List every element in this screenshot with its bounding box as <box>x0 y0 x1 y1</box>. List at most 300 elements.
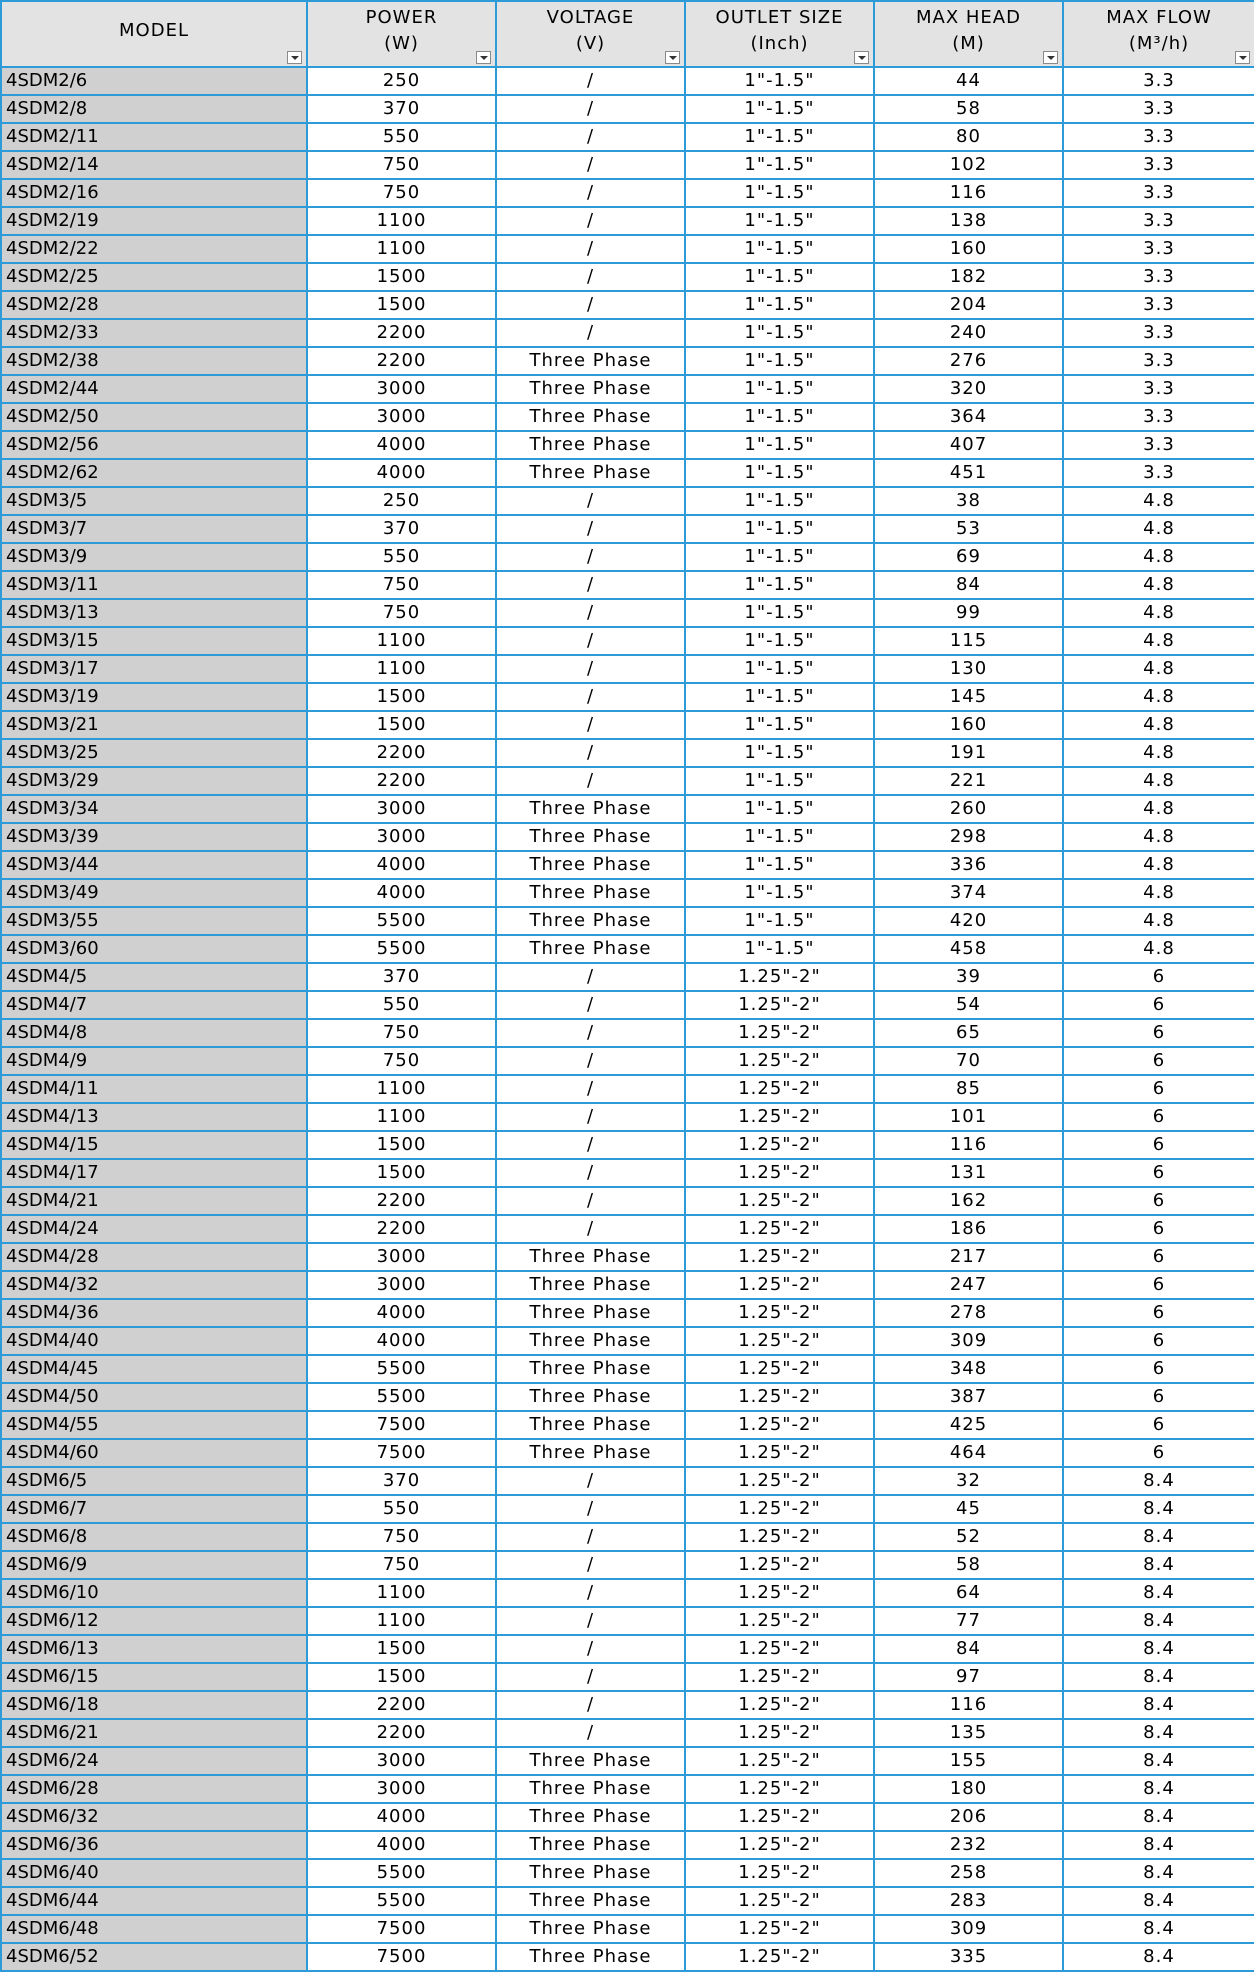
cell-max-flow[interactable]: 8.4 <box>1063 1775 1254 1803</box>
cell-power[interactable]: 1100 <box>307 1579 496 1607</box>
cell-power[interactable]: 2200 <box>307 1719 496 1747</box>
cell-power[interactable]: 750 <box>307 1047 496 1075</box>
cell-outlet-size[interactable]: 1.25"-2" <box>685 1831 874 1859</box>
cell-max-head[interactable]: 217 <box>874 1243 1063 1271</box>
head-filter-dropdown-icon[interactable] <box>1043 51 1058 64</box>
cell-outlet-size[interactable]: 1.25"-2" <box>685 1915 874 1943</box>
cell-max-head[interactable]: 160 <box>874 711 1063 739</box>
cell-max-flow[interactable]: 6 <box>1063 1019 1254 1047</box>
cell-outlet-size[interactable]: 1.25"-2" <box>685 1355 874 1383</box>
cell-outlet-size[interactable]: 1"-1.5" <box>685 263 874 291</box>
cell-max-flow[interactable]: 8.4 <box>1063 1747 1254 1775</box>
cell-max-flow[interactable]: 4.8 <box>1063 655 1254 683</box>
cell-model[interactable]: 4SDM6/18 <box>1 1691 307 1719</box>
cell-model[interactable]: 4SDM4/60 <box>1 1439 307 1467</box>
cell-outlet-size[interactable]: 1.25"-2" <box>685 1495 874 1523</box>
cell-outlet-size[interactable]: 1"-1.5" <box>685 935 874 963</box>
cell-voltage[interactable]: / <box>496 1103 685 1131</box>
cell-model[interactable]: 4SDM6/9 <box>1 1551 307 1579</box>
cell-outlet-size[interactable]: 1.25"-2" <box>685 1551 874 1579</box>
cell-power[interactable]: 1100 <box>307 1103 496 1131</box>
cell-voltage[interactable]: / <box>496 991 685 1019</box>
cell-max-flow[interactable]: 4.8 <box>1063 599 1254 627</box>
cell-voltage[interactable]: / <box>496 1691 685 1719</box>
cell-max-head[interactable]: 204 <box>874 291 1063 319</box>
cell-outlet-size[interactable]: 1.25"-2" <box>685 1271 874 1299</box>
cell-max-head[interactable]: 180 <box>874 1775 1063 1803</box>
cell-outlet-size[interactable]: 1"-1.5" <box>685 179 874 207</box>
cell-power[interactable]: 4000 <box>307 431 496 459</box>
cell-model[interactable]: 4SDM2/56 <box>1 431 307 459</box>
cell-max-head[interactable]: 102 <box>874 151 1063 179</box>
cell-outlet-size[interactable]: 1.25"-2" <box>685 1859 874 1887</box>
cell-outlet-size[interactable]: 1.25"-2" <box>685 1019 874 1047</box>
cell-max-head[interactable]: 160 <box>874 235 1063 263</box>
cell-voltage[interactable]: Three Phase <box>496 795 685 823</box>
cell-model[interactable]: 4SDM3/21 <box>1 711 307 739</box>
cell-max-flow[interactable]: 6 <box>1063 1159 1254 1187</box>
cell-voltage[interactable]: Three Phase <box>496 1943 685 1971</box>
cell-power[interactable]: 4000 <box>307 1327 496 1355</box>
cell-outlet-size[interactable]: 1"-1.5" <box>685 375 874 403</box>
cell-power[interactable]: 5500 <box>307 1383 496 1411</box>
cell-power[interactable]: 7500 <box>307 1439 496 1467</box>
cell-max-flow[interactable]: 6 <box>1063 1383 1254 1411</box>
cell-max-flow[interactable]: 6 <box>1063 1131 1254 1159</box>
cell-max-flow[interactable]: 6 <box>1063 1327 1254 1355</box>
cell-outlet-size[interactable]: 1.25"-2" <box>685 1719 874 1747</box>
cell-voltage[interactable]: / <box>496 151 685 179</box>
cell-max-flow[interactable]: 4.8 <box>1063 571 1254 599</box>
cell-model[interactable]: 4SDM2/33 <box>1 319 307 347</box>
cell-max-head[interactable]: 32 <box>874 1467 1063 1495</box>
cell-power[interactable]: 370 <box>307 515 496 543</box>
cell-model[interactable]: 4SDM2/28 <box>1 291 307 319</box>
cell-outlet-size[interactable]: 1.25"-2" <box>685 1747 874 1775</box>
cell-voltage[interactable]: Three Phase <box>496 1859 685 1887</box>
cell-model[interactable]: 4SDM3/11 <box>1 571 307 599</box>
cell-max-flow[interactable]: 8.4 <box>1063 1523 1254 1551</box>
cell-voltage[interactable]: / <box>496 599 685 627</box>
cell-model[interactable]: 4SDM4/55 <box>1 1411 307 1439</box>
cell-voltage[interactable]: / <box>496 1523 685 1551</box>
cell-power[interactable]: 250 <box>307 487 496 515</box>
cell-max-flow[interactable]: 8.4 <box>1063 1551 1254 1579</box>
cell-model[interactable]: 4SDM4/45 <box>1 1355 307 1383</box>
cell-max-flow[interactable]: 8.4 <box>1063 1579 1254 1607</box>
cell-voltage[interactable]: / <box>496 515 685 543</box>
cell-model[interactable]: 4SDM3/55 <box>1 907 307 935</box>
cell-max-head[interactable]: 53 <box>874 515 1063 543</box>
cell-voltage[interactable]: / <box>496 767 685 795</box>
cell-outlet-size[interactable]: 1"-1.5" <box>685 151 874 179</box>
cell-max-flow[interactable]: 4.8 <box>1063 739 1254 767</box>
cell-outlet-size[interactable]: 1.25"-2" <box>685 1887 874 1915</box>
cell-power[interactable]: 370 <box>307 1467 496 1495</box>
cell-power[interactable]: 1100 <box>307 1075 496 1103</box>
cell-max-head[interactable]: 387 <box>874 1383 1063 1411</box>
cell-power[interactable]: 1500 <box>307 1663 496 1691</box>
cell-max-flow[interactable]: 3.3 <box>1063 235 1254 263</box>
cell-model[interactable]: 4SDM6/21 <box>1 1719 307 1747</box>
cell-outlet-size[interactable]: 1.25"-2" <box>685 1411 874 1439</box>
cell-model[interactable]: 4SDM2/16 <box>1 179 307 207</box>
cell-voltage[interactable]: Three Phase <box>496 907 685 935</box>
cell-max-flow[interactable]: 8.4 <box>1063 1691 1254 1719</box>
cell-voltage[interactable]: / <box>496 571 685 599</box>
cell-max-flow[interactable]: 3.3 <box>1063 347 1254 375</box>
cell-max-flow[interactable]: 3.3 <box>1063 431 1254 459</box>
cell-model[interactable]: 4SDM2/62 <box>1 459 307 487</box>
cell-max-head[interactable]: 258 <box>874 1859 1063 1887</box>
cell-model[interactable]: 4SDM4/8 <box>1 1019 307 1047</box>
cell-outlet-size[interactable]: 1"-1.5" <box>685 235 874 263</box>
cell-max-flow[interactable]: 6 <box>1063 1271 1254 1299</box>
cell-outlet-size[interactable]: 1.25"-2" <box>685 1691 874 1719</box>
cell-max-head[interactable]: 364 <box>874 403 1063 431</box>
cell-power[interactable]: 1500 <box>307 711 496 739</box>
cell-voltage[interactable]: Three Phase <box>496 431 685 459</box>
cell-max-head[interactable]: 191 <box>874 739 1063 767</box>
cell-max-flow[interactable]: 6 <box>1063 1411 1254 1439</box>
cell-max-flow[interactable]: 3.3 <box>1063 403 1254 431</box>
cell-voltage[interactable]: / <box>496 1131 685 1159</box>
cell-voltage[interactable]: / <box>496 1467 685 1495</box>
cell-outlet-size[interactable]: 1"-1.5" <box>685 95 874 123</box>
cell-max-head[interactable]: 309 <box>874 1327 1063 1355</box>
cell-max-head[interactable]: 283 <box>874 1887 1063 1915</box>
cell-voltage[interactable]: Three Phase <box>496 1439 685 1467</box>
cell-voltage[interactable]: / <box>496 655 685 683</box>
cell-max-head[interactable]: 64 <box>874 1579 1063 1607</box>
cell-model[interactable]: 4SDM3/13 <box>1 599 307 627</box>
cell-max-flow[interactable]: 3.3 <box>1063 263 1254 291</box>
cell-power[interactable]: 5500 <box>307 907 496 935</box>
cell-max-head[interactable]: 374 <box>874 879 1063 907</box>
cell-voltage[interactable]: Three Phase <box>496 1831 685 1859</box>
cell-max-head[interactable]: 85 <box>874 1075 1063 1103</box>
cell-model[interactable]: 4SDM3/39 <box>1 823 307 851</box>
cell-model[interactable]: 4SDM4/28 <box>1 1243 307 1271</box>
flow-filter-dropdown-icon[interactable] <box>1235 51 1250 64</box>
cell-max-flow[interactable]: 4.8 <box>1063 767 1254 795</box>
cell-power[interactable]: 7500 <box>307 1411 496 1439</box>
cell-max-head[interactable]: 130 <box>874 655 1063 683</box>
cell-max-head[interactable]: 54 <box>874 991 1063 1019</box>
cell-max-head[interactable]: 145 <box>874 683 1063 711</box>
cell-max-head[interactable]: 348 <box>874 1355 1063 1383</box>
cell-power[interactable]: 5500 <box>307 935 496 963</box>
cell-voltage[interactable]: Three Phase <box>496 347 685 375</box>
cell-model[interactable]: 4SDM2/19 <box>1 207 307 235</box>
cell-voltage[interactable]: / <box>496 291 685 319</box>
cell-outlet-size[interactable]: 1.25"-2" <box>685 1243 874 1271</box>
cell-model[interactable]: 4SDM6/15 <box>1 1663 307 1691</box>
cell-outlet-size[interactable]: 1"-1.5" <box>685 711 874 739</box>
cell-max-flow[interactable]: 6 <box>1063 1187 1254 1215</box>
cell-voltage[interactable]: / <box>496 67 685 95</box>
cell-max-flow[interactable]: 8.4 <box>1063 1495 1254 1523</box>
cell-power[interactable]: 1100 <box>307 1607 496 1635</box>
cell-model[interactable]: 4SDM3/49 <box>1 879 307 907</box>
cell-max-flow[interactable]: 3.3 <box>1063 375 1254 403</box>
cell-outlet-size[interactable]: 1"-1.5" <box>685 347 874 375</box>
cell-max-flow[interactable]: 6 <box>1063 1299 1254 1327</box>
cell-voltage[interactable]: / <box>496 711 685 739</box>
cell-outlet-size[interactable]: 1"-1.5" <box>685 571 874 599</box>
cell-voltage[interactable]: Three Phase <box>496 1803 685 1831</box>
cell-max-flow[interactable]: 8.4 <box>1063 1663 1254 1691</box>
cell-model[interactable]: 4SDM3/9 <box>1 543 307 571</box>
cell-outlet-size[interactable]: 1"-1.5" <box>685 515 874 543</box>
cell-model[interactable]: 4SDM3/19 <box>1 683 307 711</box>
cell-outlet-size[interactable]: 1"-1.5" <box>685 459 874 487</box>
cell-voltage[interactable]: Three Phase <box>496 1271 685 1299</box>
cell-model[interactable]: 4SDM3/44 <box>1 851 307 879</box>
cell-max-head[interactable]: 451 <box>874 459 1063 487</box>
cell-outlet-size[interactable]: 1"-1.5" <box>685 907 874 935</box>
cell-outlet-size[interactable]: 1"-1.5" <box>685 319 874 347</box>
cell-max-flow[interactable]: 4.8 <box>1063 823 1254 851</box>
cell-max-head[interactable]: 115 <box>874 627 1063 655</box>
cell-model[interactable]: 4SDM2/25 <box>1 263 307 291</box>
cell-max-head[interactable]: 260 <box>874 795 1063 823</box>
cell-power[interactable]: 1500 <box>307 291 496 319</box>
cell-outlet-size[interactable]: 1"-1.5" <box>685 123 874 151</box>
cell-outlet-size[interactable]: 1.25"-2" <box>685 1943 874 1971</box>
cell-power[interactable]: 3000 <box>307 375 496 403</box>
cell-max-flow[interactable]: 6 <box>1063 1355 1254 1383</box>
outlet-filter-dropdown-icon[interactable] <box>854 51 869 64</box>
cell-voltage[interactable]: / <box>496 963 685 991</box>
cell-model[interactable]: 4SDM4/13 <box>1 1103 307 1131</box>
cell-outlet-size[interactable]: 1.25"-2" <box>685 1803 874 1831</box>
cell-max-head[interactable]: 97 <box>874 1663 1063 1691</box>
cell-outlet-size[interactable]: 1"-1.5" <box>685 627 874 655</box>
cell-max-flow[interactable]: 6 <box>1063 991 1254 1019</box>
cell-model[interactable]: 4SDM4/36 <box>1 1299 307 1327</box>
cell-voltage[interactable]: / <box>496 1019 685 1047</box>
cell-voltage[interactable]: Three Phase <box>496 935 685 963</box>
cell-outlet-size[interactable]: 1.25"-2" <box>685 1439 874 1467</box>
cell-voltage[interactable]: Three Phase <box>496 1243 685 1271</box>
cell-max-flow[interactable]: 8.4 <box>1063 1607 1254 1635</box>
cell-model[interactable]: 4SDM6/48 <box>1 1915 307 1943</box>
cell-voltage[interactable]: Three Phase <box>496 1411 685 1439</box>
cell-model[interactable]: 4SDM2/11 <box>1 123 307 151</box>
cell-model[interactable]: 4SDM2/50 <box>1 403 307 431</box>
cell-max-head[interactable]: 70 <box>874 1047 1063 1075</box>
cell-max-head[interactable]: 155 <box>874 1747 1063 1775</box>
cell-model[interactable]: 4SDM4/7 <box>1 991 307 1019</box>
cell-voltage[interactable]: Three Phase <box>496 1775 685 1803</box>
cell-voltage[interactable]: Three Phase <box>496 823 685 851</box>
cell-outlet-size[interactable]: 1"-1.5" <box>685 823 874 851</box>
cell-max-flow[interactable]: 8.4 <box>1063 1467 1254 1495</box>
cell-max-flow[interactable]: 4.8 <box>1063 543 1254 571</box>
cell-max-head[interactable]: 407 <box>874 431 1063 459</box>
cell-max-flow[interactable]: 8.4 <box>1063 1887 1254 1915</box>
cell-max-flow[interactable]: 8.4 <box>1063 1859 1254 1887</box>
cell-voltage[interactable]: Three Phase <box>496 1299 685 1327</box>
cell-max-head[interactable]: 335 <box>874 1943 1063 1971</box>
cell-voltage[interactable]: / <box>496 1551 685 1579</box>
cell-voltage[interactable]: Three Phase <box>496 851 685 879</box>
cell-max-flow[interactable]: 3.3 <box>1063 207 1254 235</box>
cell-max-head[interactable]: 45 <box>874 1495 1063 1523</box>
cell-voltage[interactable]: / <box>496 1187 685 1215</box>
cell-outlet-size[interactable]: 1.25"-2" <box>685 1775 874 1803</box>
cell-max-head[interactable]: 420 <box>874 907 1063 935</box>
cell-voltage[interactable]: Three Phase <box>496 1887 685 1915</box>
cell-outlet-size[interactable]: 1"-1.5" <box>685 599 874 627</box>
cell-outlet-size[interactable]: 1"-1.5" <box>685 851 874 879</box>
cell-max-head[interactable]: 69 <box>874 543 1063 571</box>
cell-max-head[interactable]: 101 <box>874 1103 1063 1131</box>
cell-max-flow[interactable]: 4.8 <box>1063 851 1254 879</box>
cell-model[interactable]: 4SDM4/5 <box>1 963 307 991</box>
cell-power[interactable]: 750 <box>307 1523 496 1551</box>
model-filter-dropdown-icon[interactable] <box>287 51 302 64</box>
cell-power[interactable]: 3000 <box>307 1271 496 1299</box>
cell-model[interactable]: 4SDM6/36 <box>1 1831 307 1859</box>
cell-max-head[interactable]: 116 <box>874 1131 1063 1159</box>
cell-outlet-size[interactable]: 1.25"-2" <box>685 1635 874 1663</box>
cell-voltage[interactable]: / <box>496 1159 685 1187</box>
cell-power[interactable]: 370 <box>307 963 496 991</box>
cell-max-flow[interactable]: 6 <box>1063 1243 1254 1271</box>
cell-model[interactable]: 4SDM6/44 <box>1 1887 307 1915</box>
cell-voltage[interactable]: Three Phase <box>496 1747 685 1775</box>
cell-outlet-size[interactable]: 1.25"-2" <box>685 1159 874 1187</box>
cell-power[interactable]: 2200 <box>307 739 496 767</box>
cell-power[interactable]: 4000 <box>307 851 496 879</box>
cell-voltage[interactable]: Three Phase <box>496 1915 685 1943</box>
cell-max-head[interactable]: 425 <box>874 1411 1063 1439</box>
cell-max-flow[interactable]: 3.3 <box>1063 319 1254 347</box>
cell-max-flow[interactable]: 6 <box>1063 1103 1254 1131</box>
cell-max-flow[interactable]: 4.8 <box>1063 879 1254 907</box>
cell-max-flow[interactable]: 4.8 <box>1063 935 1254 963</box>
cell-model[interactable]: 4SDM3/17 <box>1 655 307 683</box>
cell-voltage[interactable]: / <box>496 235 685 263</box>
cell-outlet-size[interactable]: 1"-1.5" <box>685 767 874 795</box>
cell-outlet-size[interactable]: 1.25"-2" <box>685 1383 874 1411</box>
cell-power[interactable]: 550 <box>307 1495 496 1523</box>
cell-max-head[interactable]: 38 <box>874 487 1063 515</box>
cell-max-head[interactable]: 221 <box>874 767 1063 795</box>
cell-max-head[interactable]: 309 <box>874 1915 1063 1943</box>
cell-outlet-size[interactable]: 1.25"-2" <box>685 963 874 991</box>
cell-max-head[interactable]: 182 <box>874 263 1063 291</box>
cell-max-flow[interactable]: 4.8 <box>1063 711 1254 739</box>
cell-voltage[interactable]: / <box>496 179 685 207</box>
cell-model[interactable]: 4SDM6/24 <box>1 1747 307 1775</box>
cell-model[interactable]: 4SDM6/52 <box>1 1943 307 1971</box>
cell-outlet-size[interactable]: 1"-1.5" <box>685 543 874 571</box>
cell-max-flow[interactable]: 4.8 <box>1063 907 1254 935</box>
cell-voltage[interactable]: / <box>496 1579 685 1607</box>
cell-power[interactable]: 1100 <box>307 655 496 683</box>
cell-power[interactable]: 750 <box>307 1551 496 1579</box>
cell-max-flow[interactable]: 4.8 <box>1063 515 1254 543</box>
cell-outlet-size[interactable]: 1.25"-2" <box>685 1103 874 1131</box>
cell-max-flow[interactable]: 6 <box>1063 1075 1254 1103</box>
cell-voltage[interactable]: / <box>496 263 685 291</box>
cell-power[interactable]: 3000 <box>307 1775 496 1803</box>
cell-power[interactable]: 2200 <box>307 1691 496 1719</box>
cell-max-flow[interactable]: 3.3 <box>1063 179 1254 207</box>
cell-model[interactable]: 4SDM3/34 <box>1 795 307 823</box>
cell-max-flow[interactable]: 6 <box>1063 1215 1254 1243</box>
cell-voltage[interactable]: / <box>496 95 685 123</box>
cell-power[interactable]: 4000 <box>307 459 496 487</box>
cell-model[interactable]: 4SDM3/5 <box>1 487 307 515</box>
cell-power[interactable]: 2200 <box>307 347 496 375</box>
cell-max-head[interactable]: 206 <box>874 1803 1063 1831</box>
cell-max-head[interactable]: 58 <box>874 1551 1063 1579</box>
cell-max-head[interactable]: 240 <box>874 319 1063 347</box>
cell-power[interactable]: 1100 <box>307 235 496 263</box>
cell-power[interactable]: 3000 <box>307 823 496 851</box>
cell-outlet-size[interactable]: 1"-1.5" <box>685 487 874 515</box>
cell-power[interactable]: 3000 <box>307 795 496 823</box>
cell-max-head[interactable]: 44 <box>874 67 1063 95</box>
cell-model[interactable]: 4SDM6/5 <box>1 1467 307 1495</box>
cell-power[interactable]: 3000 <box>307 1243 496 1271</box>
cell-outlet-size[interactable]: 1"-1.5" <box>685 207 874 235</box>
cell-max-head[interactable]: 80 <box>874 123 1063 151</box>
cell-model[interactable]: 4SDM3/15 <box>1 627 307 655</box>
cell-model[interactable]: 4SDM4/9 <box>1 1047 307 1075</box>
cell-max-flow[interactable]: 8.4 <box>1063 1635 1254 1663</box>
cell-voltage[interactable]: / <box>496 739 685 767</box>
cell-voltage[interactable]: Three Phase <box>496 375 685 403</box>
cell-power[interactable]: 550 <box>307 123 496 151</box>
cell-max-head[interactable]: 52 <box>874 1523 1063 1551</box>
cell-outlet-size[interactable]: 1"-1.5" <box>685 67 874 95</box>
cell-power[interactable]: 3000 <box>307 403 496 431</box>
cell-outlet-size[interactable]: 1"-1.5" <box>685 431 874 459</box>
cell-model[interactable]: 4SDM6/12 <box>1 1607 307 1635</box>
cell-outlet-size[interactable]: 1.25"-2" <box>685 1215 874 1243</box>
cell-model[interactable]: 4SDM4/24 <box>1 1215 307 1243</box>
cell-power[interactable]: 550 <box>307 543 496 571</box>
cell-outlet-size[interactable]: 1.25"-2" <box>685 1047 874 1075</box>
cell-model[interactable]: 4SDM2/14 <box>1 151 307 179</box>
cell-model[interactable]: 4SDM2/38 <box>1 347 307 375</box>
cell-model[interactable]: 4SDM6/28 <box>1 1775 307 1803</box>
cell-power[interactable]: 3000 <box>307 1747 496 1775</box>
cell-power[interactable]: 2200 <box>307 319 496 347</box>
cell-power[interactable]: 1500 <box>307 1131 496 1159</box>
cell-power[interactable]: 370 <box>307 95 496 123</box>
cell-power[interactable]: 2200 <box>307 767 496 795</box>
cell-max-head[interactable]: 320 <box>874 375 1063 403</box>
cell-model[interactable]: 4SDM6/8 <box>1 1523 307 1551</box>
cell-model[interactable]: 4SDM6/7 <box>1 1495 307 1523</box>
cell-max-flow[interactable]: 6 <box>1063 963 1254 991</box>
cell-outlet-size[interactable]: 1"-1.5" <box>685 795 874 823</box>
cell-outlet-size[interactable]: 1.25"-2" <box>685 1523 874 1551</box>
cell-voltage[interactable]: / <box>496 1075 685 1103</box>
cell-voltage[interactable]: / <box>496 1663 685 1691</box>
cell-max-head[interactable]: 458 <box>874 935 1063 963</box>
cell-max-flow[interactable]: 3.3 <box>1063 67 1254 95</box>
cell-outlet-size[interactable]: 1.25"-2" <box>685 1299 874 1327</box>
cell-model[interactable]: 4SDM2/22 <box>1 235 307 263</box>
cell-model[interactable]: 4SDM3/7 <box>1 515 307 543</box>
